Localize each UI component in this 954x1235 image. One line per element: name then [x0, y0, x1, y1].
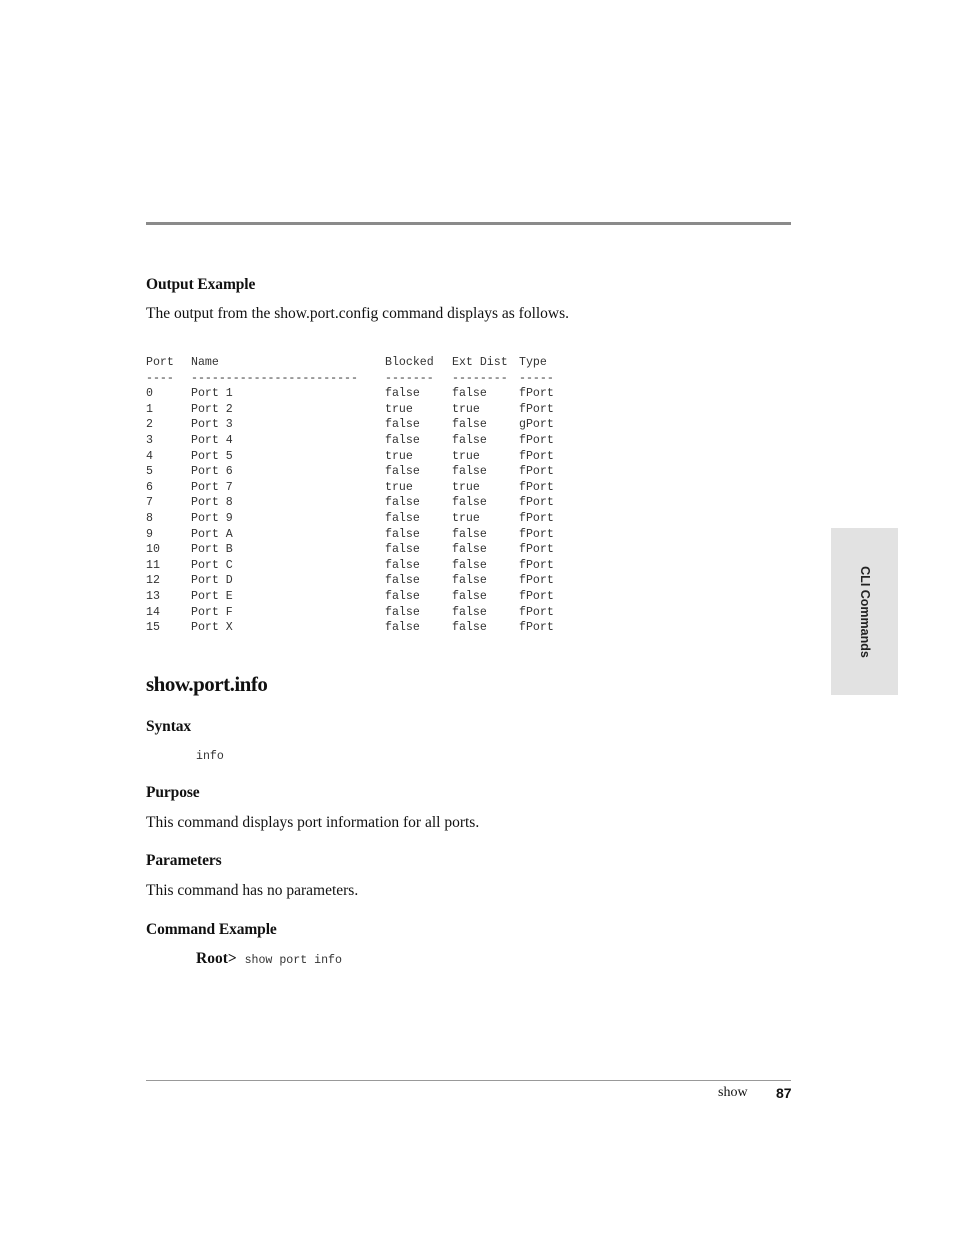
table-cell: false — [385, 418, 420, 432]
command-prompt: Root> — [196, 950, 237, 967]
table-cell: false — [452, 496, 487, 510]
table-cell: ------------------------ — [191, 371, 358, 385]
table-cell: false — [385, 574, 420, 588]
table-cell: Port 9 — [191, 511, 233, 525]
table-cell: Port 1 — [191, 387, 233, 401]
table-cell: true — [452, 511, 480, 525]
table-cell: false — [452, 574, 487, 588]
table-cell: false — [452, 387, 487, 401]
table-cell: Type — [519, 356, 547, 369]
table-cell: false — [385, 511, 420, 525]
purpose-heading: Purpose — [146, 784, 200, 801]
table-cell: Port A — [191, 527, 233, 541]
table-cell: true — [385, 449, 413, 463]
table-cell: false — [385, 465, 420, 479]
top-rule — [146, 222, 791, 225]
table-cell: fPort — [519, 543, 554, 557]
table-cell: false — [385, 496, 420, 510]
command-example-heading: Command Example — [146, 921, 277, 938]
table-cell: fPort — [519, 605, 554, 619]
table-cell: 0 — [146, 387, 153, 401]
section-title: show.port.info — [146, 672, 268, 696]
table-cell: Port 5 — [191, 449, 233, 463]
table-cell: fPort — [519, 449, 554, 463]
table-cell: fPort — [519, 558, 554, 572]
table-cell: fPort — [519, 496, 554, 510]
table-cell: 12 — [146, 574, 160, 588]
table-cell: 1 — [146, 402, 153, 416]
table-cell: Port 2 — [191, 402, 233, 416]
footer-section-name: show — [718, 1085, 748, 1100]
table-cell: fPort — [519, 527, 554, 541]
table-cell: Port 4 — [191, 433, 233, 447]
table-cell: fPort — [519, 621, 554, 635]
output-example-intro: The output from the show.port.config command displays as follows. — [146, 305, 570, 322]
table-cell: false — [452, 589, 487, 603]
table-cell: false — [385, 605, 420, 619]
parameters-heading: Parameters — [146, 852, 222, 869]
table-cell: false — [452, 433, 487, 447]
table-cell: 7 — [146, 496, 153, 510]
table-cell: ------- — [385, 371, 434, 385]
table-cell: false — [452, 543, 487, 557]
table-cell: fPort — [519, 480, 554, 494]
table-cell: Port B — [191, 543, 233, 557]
output-example-heading: Output Example — [146, 276, 256, 293]
table-cell: fPort — [519, 511, 554, 525]
table-cell: 11 — [146, 558, 160, 572]
command-example — [196, 950, 342, 968]
table-cell: Port — [146, 356, 174, 369]
table-cell: Port X — [191, 621, 233, 635]
table-cell: false — [452, 527, 487, 541]
table-cell: 10 — [146, 543, 160, 557]
table-cell: Ext Dist — [452, 356, 508, 369]
table-cell: true — [452, 480, 480, 494]
table-cell: false — [452, 621, 487, 635]
side-tab — [831, 528, 898, 695]
table-cell: 6 — [146, 480, 153, 494]
table-cell: 8 — [146, 511, 153, 525]
table-cell: fPort — [519, 574, 554, 588]
table-cell: fPort — [519, 589, 554, 603]
table-cell: true — [385, 402, 413, 416]
table-cell: fPort — [519, 465, 554, 479]
table-cell: gPort — [519, 418, 554, 432]
side-tab-label: CLI Commands — [857, 565, 872, 658]
syntax-code: info — [196, 750, 224, 763]
table-cell: false — [452, 418, 487, 432]
table-cell: Blocked — [385, 356, 434, 369]
table-cell: 2 — [146, 418, 153, 432]
table-cell: 9 — [146, 527, 153, 541]
table-cell: -------- — [452, 371, 508, 385]
table-cell: Port D — [191, 574, 233, 588]
table-cell: false — [385, 527, 420, 541]
table-cell: false — [385, 621, 420, 635]
table-cell: true — [452, 402, 480, 416]
purpose-text: This command displays port information for all ports. — [146, 814, 480, 831]
footer-page-number: 87 — [776, 1085, 792, 1101]
table-cell: true — [452, 449, 480, 463]
table-cell: ----- — [519, 371, 554, 385]
table-cell: 4 — [146, 449, 153, 463]
table-cell: Port C — [191, 558, 233, 572]
table-cell: 5 — [146, 465, 153, 479]
table-cell: Port E — [191, 589, 233, 603]
table-cell: false — [452, 605, 487, 619]
table-cell: Port F — [191, 605, 233, 619]
table-cell: Port 3 — [191, 418, 233, 432]
table-cell: Port 8 — [191, 496, 233, 510]
table-cell: false — [452, 558, 487, 572]
table-cell: false — [385, 589, 420, 603]
footer-rule — [146, 1080, 791, 1081]
table-cell: 13 — [146, 589, 160, 603]
table-cell: true — [385, 480, 413, 494]
table-cell: fPort — [519, 402, 554, 416]
table-cell: 3 — [146, 433, 153, 447]
table-cell: false — [385, 387, 420, 401]
syntax-heading: Syntax — [146, 718, 192, 735]
parameters-text: This command has no parameters. — [146, 882, 359, 899]
table-cell: fPort — [519, 433, 554, 447]
command-example-code: show port info — [244, 954, 342, 967]
table-cell: false — [452, 465, 487, 479]
table-cell: 15 — [146, 621, 160, 635]
table-cell: Port 7 — [191, 480, 233, 494]
table-cell: fPort — [519, 387, 554, 401]
table-cell: false — [385, 543, 420, 557]
table-cell: 14 — [146, 605, 160, 619]
table-cell: Port 6 — [191, 465, 233, 479]
table-cell: false — [385, 558, 420, 572]
table-cell: Name — [191, 356, 219, 369]
table-cell: ---- — [146, 371, 174, 385]
table-cell: false — [385, 433, 420, 447]
